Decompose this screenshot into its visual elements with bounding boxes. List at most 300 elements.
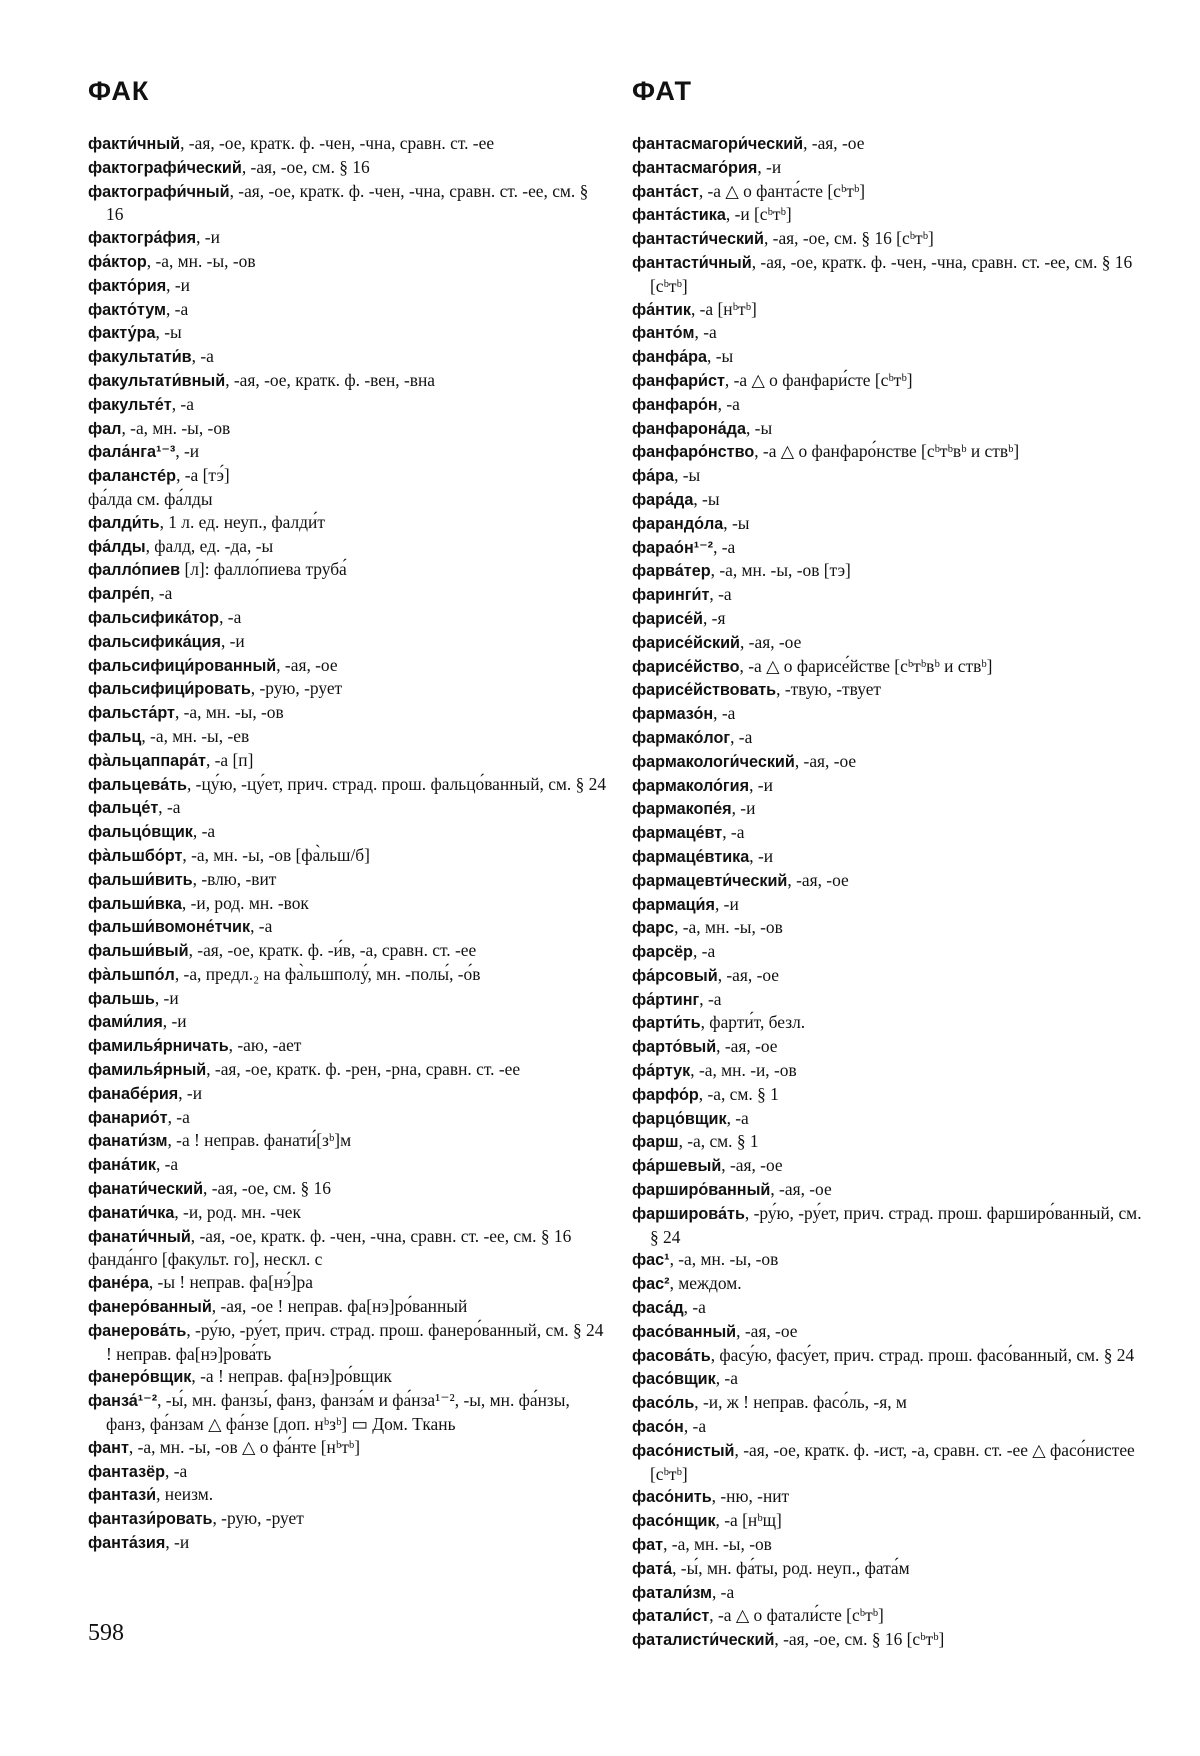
- entry-grammar: , -а: [250, 916, 273, 937]
- entry-headword: фаса́д: [632, 1299, 684, 1318]
- dictionary-entry: [88, 321, 610, 345]
- dictionary-entry: [632, 916, 1152, 940]
- dictionary-entry: [632, 559, 1152, 583]
- entry-grammar: , -и: [166, 274, 190, 295]
- entry-headword: фалло́пиев: [88, 561, 181, 580]
- entry-headword: фатали́ст: [632, 1607, 710, 1626]
- dictionary-entry: [632, 1533, 1152, 1557]
- entry-headword: фальсифици́рованный: [88, 656, 277, 675]
- entry-headword: фантази́ровать: [88, 1510, 213, 1529]
- entry-headword: фарцо́вщик: [632, 1109, 727, 1128]
- entry-headword: фанеро́вщик: [88, 1368, 192, 1387]
- entry-headword: фальши́вомоне́тчик: [88, 918, 251, 937]
- entry-grammar: , -и: [731, 798, 756, 819]
- dictionary-entry: [88, 939, 610, 963]
- entry-grammar: , -ая, -ое: [739, 631, 802, 652]
- entry-headword: фа̀льшпо́л: [88, 965, 175, 984]
- entry-headword: фарисе́йство: [632, 657, 740, 676]
- entry-grammar: , -ру́ю, -ру́ет, прич. страд. прош. фанеро́ванный, см. § 24 ! неправ. фа[нэ]рова́ть: [106, 1319, 604, 1364]
- entry-grammar: , -и [сᵇтᵇ]: [725, 204, 792, 225]
- entry-headword: фат: [632, 1536, 664, 1555]
- dictionary-entry: [632, 893, 1152, 917]
- entry-grammar: , -я: [702, 607, 726, 628]
- dictionary-entry: [88, 132, 610, 156]
- entry-grammar: , -а: [165, 1460, 188, 1481]
- dictionary-entry: [88, 654, 610, 678]
- entry-grammar: , -ы: [155, 322, 182, 343]
- entry-grammar: , -а △ о фанта́сте [сᵇтᵇ]: [698, 180, 866, 201]
- dictionary-entry: [88, 274, 610, 298]
- entry-grammar: , -ы́, мн. фанзы́, фанз, фанза́м и фа́нза¹⁻², -ы, мн. фа́нзы, фанз, фа́нзам △ фа́нзе [доп. нᵇзᵇ] ▭ Дом. Ткань: [106, 1390, 570, 1435]
- entry-headword: фантасмагори́ческий: [632, 135, 804, 153]
- dictionary-entry: [88, 250, 610, 274]
- dictionary-entry: [632, 132, 1152, 156]
- dictionary-entry: [632, 1581, 1152, 1605]
- entry-headword: фа́ртинг: [632, 990, 700, 1009]
- dictionary-entry: [632, 726, 1152, 750]
- entry-headword: фамилья́рничать: [88, 1037, 229, 1056]
- entry-headword: фарширо́ванный: [632, 1181, 771, 1200]
- dictionary-entry: [88, 582, 610, 606]
- entry-grammar: , -ая, -ое: [716, 1036, 778, 1057]
- entry-headword: фарисе́й: [632, 609, 703, 628]
- entry-headword: фанерова́ть: [88, 1321, 187, 1340]
- entry-grammar: , -и: [749, 845, 774, 866]
- entry-headword: фалди́ть: [88, 513, 160, 532]
- entry-grammar: , -а, мн. -ы, -ов [фа̀льш/б]: [182, 844, 370, 865]
- entry-grammar: , -а ! неправ. фа[нэ]ро́вщик: [191, 1366, 392, 1387]
- dictionary-entry: [632, 464, 1152, 488]
- dictionary-entry: [632, 869, 1152, 893]
- entry-headword: фарширова́ть: [632, 1204, 745, 1223]
- dictionary-entry: [88, 987, 610, 1011]
- entry-headword: фармаколо́гия: [632, 776, 750, 795]
- entry-grammar: , -ая, -ое: [803, 133, 865, 153]
- entry-headword: фасо́н: [632, 1418, 684, 1437]
- entry-headword: фанабе́рия: [88, 1084, 179, 1103]
- dictionary-entry: [632, 1367, 1152, 1391]
- dictionary-entry: [88, 1034, 610, 1058]
- dictionary-entry: [88, 1271, 610, 1295]
- dictionary-entry: [88, 417, 610, 441]
- dictionary-entry: [88, 1177, 610, 1201]
- entry-headword: фармакопе́я: [632, 800, 732, 819]
- entry-headword: фальцева́ть: [88, 775, 187, 794]
- dictionary-entry: [88, 1201, 610, 1225]
- entry-headword: фанза́¹⁻²: [88, 1392, 158, 1411]
- entry-grammar: , -а [нᵇщ]: [715, 1510, 782, 1531]
- entry-headword: фальста́рт: [88, 704, 175, 723]
- entry-headword: фарти́ть: [632, 1014, 701, 1033]
- dictionary-entry: [632, 298, 1152, 322]
- entry-grammar: , -а: [694, 322, 717, 343]
- entry-grammar: , -ая, -ое, кратк. ф. -вен, -вна: [225, 369, 435, 390]
- entry-grammar: , -а: [191, 346, 214, 367]
- dictionary-entry: [632, 1178, 1152, 1202]
- dictionary-entry: [88, 844, 610, 868]
- entry-headword: фармаце́втика: [632, 847, 750, 866]
- entry-grammar: , -а, см. § 1: [678, 1131, 759, 1152]
- entry-headword: фа́нтик: [632, 300, 691, 319]
- dictionary-entry: [88, 1082, 610, 1106]
- entry-grammar: , -а, мн. -ы, -ов: [174, 702, 284, 723]
- dictionary-entry: [632, 1485, 1152, 1509]
- entry-grammar: [факульт. го], нескл. с: [157, 1249, 323, 1270]
- dictionary-entry: [88, 369, 610, 393]
- dictionary-entry: [88, 1295, 610, 1319]
- dictionary-entry: [632, 1604, 1152, 1628]
- entry-headword: фасо́нить: [632, 1488, 712, 1507]
- dictionary-entry: [632, 940, 1152, 964]
- entry-headword: фанати́чка: [88, 1203, 175, 1222]
- dictionary-entry: [632, 488, 1152, 512]
- entry-headword: фармазо́н: [632, 705, 714, 724]
- dictionary-entry: [632, 1628, 1152, 1652]
- entry-grammar: , -а: [699, 988, 722, 1009]
- entry-headword: факти́чный: [88, 135, 181, 153]
- entry-headword: фальши́вить: [88, 870, 193, 889]
- dictionary-entry: [632, 655, 1152, 679]
- entry-grammar: , -а, мн. -ы, -ов: [669, 1249, 779, 1270]
- entry-grammar: , -ы: [745, 417, 773, 438]
- dictionary-entry: [632, 1248, 1152, 1272]
- entry-headword: фарсёр: [632, 943, 693, 962]
- dictionary-entry: [88, 868, 610, 892]
- entry-grammar: , -ая, -ое: [717, 964, 780, 985]
- dictionary-entry: [88, 1531, 610, 1555]
- entry-grammar: , -а: [713, 536, 736, 557]
- dictionary-entry: [632, 321, 1152, 345]
- dictionary-entry: [632, 156, 1152, 180]
- dictionary-entry: [88, 345, 610, 369]
- entry-grammar: , -и, род. мн. -вок: [181, 892, 309, 913]
- dictionary-entry: [632, 1509, 1152, 1533]
- dictionary-entry: [632, 1083, 1152, 1107]
- entry-grammar: , -а: [683, 1297, 706, 1318]
- entry-grammar: , -ру́ю, -ру́ет, прич. страд. прош. фарширо́ванный, см. § 24: [650, 1202, 1142, 1247]
- entry-headword: факультати́в: [88, 348, 192, 367]
- entry-headword: фанати́ческий: [88, 1180, 204, 1199]
- entry-grammar: , -ая, -ое: [787, 869, 849, 890]
- entry-grammar: , -а: [683, 1416, 707, 1437]
- entry-headword: фанта́зия: [88, 1534, 166, 1553]
- entry-grammar: , -аю, -ает: [228, 1035, 302, 1056]
- dictionary-entry: [632, 369, 1152, 393]
- dictionary-entry: [632, 1320, 1152, 1344]
- entry-headword: фарисе́йский: [632, 633, 740, 652]
- entry-headword: фата́: [632, 1559, 673, 1578]
- dictionary-entry: [88, 1106, 610, 1130]
- entry-grammar: , -ая, -ое, кратк. ф. -чен, -чна, сравн. ст. -ее, см. § 16: [106, 180, 589, 225]
- entry-grammar: , -а: [717, 393, 740, 414]
- dictionary-entry: [632, 393, 1152, 417]
- entry-grammar: , -влю, -вит: [192, 868, 277, 889]
- entry-headword: фане́ра: [88, 1274, 149, 1293]
- dictionary-entry: [632, 203, 1152, 227]
- entry-grammar: , -и, род. мн. -чек: [174, 1201, 301, 1222]
- entry-grammar: , междом.: [669, 1273, 742, 1294]
- entry-headword: фактографи́чный: [88, 182, 230, 201]
- entry-grammar: , -а: [192, 821, 216, 842]
- entry-grammar: , -ая, -ое: [736, 1320, 798, 1341]
- entry-grammar: , -а, мн. -ы, -ов: [663, 1534, 772, 1555]
- entry-grammar: , -а: [155, 1154, 179, 1175]
- entry-headword: фальши́вый: [88, 942, 189, 961]
- entry-headword: фальц: [88, 727, 142, 746]
- entry-grammar: , фалд, ед. -да, -ы: [145, 535, 274, 556]
- entry-headword: фа́ршевый: [632, 1157, 722, 1176]
- entry-grammar: , -ая, -ое, кратк. ф. -ист, -а, сравн. ст. -ее △ фасо́нистее [сᵇтᵇ]: [650, 1439, 1135, 1484]
- dictionary-entry: [632, 845, 1152, 869]
- dictionary-entry: [632, 821, 1152, 845]
- entry-headword: фальши́вка: [88, 894, 182, 913]
- dictionary-entry: [632, 536, 1152, 560]
- dictionary-entry: [632, 417, 1152, 441]
- entry-grammar: , -ая, -ое: [770, 1179, 832, 1200]
- right-column: [632, 132, 1152, 1652]
- entry-grammar: , -ы: [723, 512, 750, 533]
- entry-grammar: , -ая, -ое: [794, 750, 857, 771]
- dictionary-entry: [632, 345, 1152, 369]
- entry-grammar: , -а, мн. -ы, -ов: [146, 250, 256, 271]
- entry-grammar: , -а: [150, 583, 173, 604]
- entry-headword: фара́да: [632, 490, 694, 509]
- entry-headword: фаринги́т: [632, 586, 710, 605]
- dictionary-entry: [88, 915, 610, 939]
- entry-grammar: , -ая, -ое ! неправ. фа[нэ]ро́ванный: [211, 1296, 468, 1317]
- entry-grammar: , -а △ о фарисе́йстве [сᵇтᵇвᵇ и ствᵇ]: [739, 655, 993, 676]
- dictionary-entry: [88, 1507, 610, 1531]
- dictionary-entry: [88, 630, 610, 654]
- entry-grammar: , -и: [757, 156, 782, 177]
- entry-headword: фасо́нщик: [632, 1512, 716, 1531]
- entry-grammar: , -а: [165, 298, 189, 319]
- entry-grammar: , -ая, -ое, кратк. ф. -чен, -чна, сравн. ст. -ее: [180, 133, 495, 153]
- entry-headword: фа́рсовый: [632, 966, 718, 985]
- dictionary-entry: [632, 1296, 1152, 1320]
- running-header-left: ФАК: [88, 76, 150, 106]
- dictionary-entry: [88, 226, 610, 250]
- entry-grammar: , -а ! неправ. фанати́[зᵇ]м: [167, 1130, 352, 1151]
- entry-grammar: , -а: [171, 393, 194, 414]
- entry-grammar: , -а, мн. -и, -ов: [690, 1060, 797, 1081]
- dictionary-entry: [88, 701, 610, 725]
- entry-grammar: , -ая, -ое, см. § 16: [203, 1178, 331, 1199]
- entry-headword: фанфаро́н: [632, 395, 718, 414]
- entry-grammar: см. фа́лды: [132, 488, 213, 509]
- entry-grammar: , -а, мн. -ы, -ов △ о фа́нте [нᵇтᵇ]: [128, 1436, 360, 1457]
- entry-grammar: , -а: [722, 822, 745, 843]
- entry-headword: фальсифика́тор: [88, 608, 220, 627]
- entry-grammar: , -ая, -ое: [721, 1155, 783, 1176]
- entry-grammar: , -ы́, мн. фа́ты, род. неуп., фата́м: [672, 1557, 910, 1578]
- dictionary-entry: [632, 774, 1152, 798]
- dictionary-entry: [88, 1436, 610, 1460]
- dictionary-entry: [88, 1058, 610, 1082]
- entry-headword: факту́ра: [88, 324, 156, 343]
- entry-grammar: , -а: [730, 726, 753, 747]
- entry-grammar: , -рую, -рует: [212, 1508, 304, 1529]
- entry-headword: фактогра́фия: [88, 229, 197, 248]
- entry-grammar: , -а, мн. -ы, -ов [тэ]: [710, 560, 851, 581]
- dictionary-entry: [88, 488, 610, 511]
- page-number: 598: [88, 1620, 124, 1646]
- dictionary-entry: [632, 797, 1152, 821]
- entry-grammar: , -а: [219, 606, 242, 627]
- dictionary-entry: [632, 227, 1152, 251]
- dictionary-entry: [88, 820, 610, 844]
- entry-headword: фальсифици́ровать: [88, 680, 251, 699]
- dictionary-entry: [88, 440, 610, 464]
- entry-grammar: , -а: [692, 941, 716, 962]
- entry-grammar: , 1 л. ед. неуп., фалди́т: [159, 511, 325, 532]
- entry-headword: фал: [88, 419, 122, 438]
- entry-headword: фанфа́ра: [632, 348, 708, 367]
- entry-grammar: [л]: фалло́пиева труба́: [180, 559, 347, 580]
- dictionary-entry: [632, 1391, 1152, 1415]
- entry-headword: фармаци́я: [632, 895, 715, 914]
- dictionary-entry: [88, 511, 610, 535]
- dictionary-entry: [632, 1035, 1152, 1059]
- entry-grammar: , -и: [165, 1532, 190, 1553]
- dictionary-entry: [632, 1272, 1152, 1296]
- entry-grammar: , -а △ о фанфаро́нстве [сᵇтᵇвᵇ и ствᵇ]: [754, 441, 1020, 462]
- dictionary-entry: [88, 1010, 610, 1034]
- entry-grammar: , -а, мн. -ы, -ов: [674, 917, 783, 938]
- entry-headword: фа̀льцаппара́т: [88, 751, 206, 770]
- entry-headword: фармаце́вт: [632, 824, 723, 843]
- entry-grammar: , -и: [749, 774, 773, 795]
- dictionary-entry: [632, 180, 1152, 204]
- entry-headword: факто́рия: [88, 276, 167, 295]
- entry-grammar: , -а: [713, 703, 736, 724]
- entry-headword: фанда́нго: [88, 1249, 158, 1270]
- dictionary-entry: [632, 1415, 1152, 1439]
- entry-grammar: , -и: [162, 1011, 187, 1032]
- entry-headword: фармако́лог: [632, 728, 731, 747]
- entry-headword: фасо́вщик: [632, 1370, 716, 1389]
- entry-grammar: , -и: [175, 441, 200, 462]
- entry-headword: фальцо́вщик: [88, 823, 193, 842]
- entry-headword: факультати́вный: [88, 371, 226, 390]
- entry-headword: фа́ра: [632, 467, 675, 486]
- entry-headword: фантасти́чный: [632, 253, 752, 272]
- dictionary-entry: [88, 1365, 610, 1389]
- entry-headword: фарс: [632, 919, 675, 938]
- dictionary-entry: [88, 558, 610, 582]
- dictionary-entry: [632, 750, 1152, 774]
- entry-headword: фарфо́р: [632, 1085, 699, 1104]
- entry-headword: фанфаро́нство: [632, 443, 755, 462]
- entry-grammar: , -и: [154, 987, 179, 1008]
- entry-headword: фарва́тер: [632, 562, 711, 581]
- entry-grammar: , -а, см. § 1: [698, 1083, 779, 1104]
- entry-headword: фальце́т: [88, 799, 159, 818]
- dictionary-entry: [632, 512, 1152, 536]
- entry-grammar: , -ая, -ое, кратк. ф. -чен, -чна, сравн. ст. -ее, см. § 16 [сᵇтᵇ]: [650, 251, 1133, 296]
- dictionary-entry: [88, 1483, 610, 1507]
- entry-headword: фактографи́ческий: [88, 158, 242, 177]
- dictionary-entry: [632, 1107, 1152, 1131]
- entry-grammar: , -твую, -твует: [776, 679, 882, 700]
- entry-headword: фа́ктор: [88, 252, 147, 271]
- entry-headword: фанарио́т: [88, 1108, 168, 1127]
- entry-grammar: , -ая, -ое, кратк. ф. -рен, -рна, сравн. ст. -ее: [206, 1059, 521, 1080]
- entry-grammar: , -ы ! неправ. фа[нэ́]ра: [148, 1272, 313, 1293]
- entry-headword: фала́нга¹⁻³: [88, 443, 176, 462]
- dictionary-entry: [88, 1129, 610, 1153]
- entry-headword: факто́тум: [88, 300, 166, 319]
- entry-headword: фалре́п: [88, 585, 151, 604]
- dictionary-entry: [88, 796, 610, 820]
- entry-grammar: , -цу́ю, -цу́ет, прич. страд. прош. фальцо́ванный, см. § 24: [186, 773, 607, 794]
- entry-grammar: , -и: [196, 227, 220, 248]
- entry-headword: фантасти́ческий: [632, 230, 764, 249]
- dictionary-entry: [632, 1557, 1152, 1581]
- entry-grammar: , -а: [167, 1106, 190, 1127]
- entry-headword: фантасмаго́рия: [632, 158, 758, 177]
- entry-headword: фатали́зм: [632, 1583, 712, 1602]
- dictionary-entry: [88, 1248, 610, 1271]
- entry-grammar: , -ая, -ое, см. § 16 [сᵇтᵇ]: [763, 228, 934, 249]
- dictionary-entry: [88, 156, 610, 180]
- dictionary-entry: [88, 677, 610, 701]
- dictionary-entry: [88, 725, 610, 749]
- dictionary-entry: [88, 393, 610, 417]
- entry-grammar: , -а [нᵇтᵇ]: [690, 298, 757, 319]
- entry-headword: фанеро́ванный: [88, 1298, 212, 1317]
- entry-headword: фантази́: [88, 1486, 157, 1505]
- dictionary-entry: [632, 1439, 1152, 1486]
- entry-headword: фасо́ванный: [632, 1322, 737, 1341]
- entry-grammar: , -ню, -нит: [711, 1486, 790, 1507]
- running-header-right: ФАТ: [632, 76, 693, 106]
- entry-headword: фасо́нистый: [632, 1441, 735, 1460]
- entry-headword: фальсифика́ция: [88, 632, 221, 651]
- entry-grammar: , -ая, -ое: [276, 654, 338, 675]
- dictionary-entry: [88, 1319, 610, 1366]
- dictionary-entry: [88, 892, 610, 916]
- entry-headword: фарш: [632, 1133, 679, 1152]
- entry-grammar: , -рую, -рует: [250, 678, 343, 699]
- dictionary-entry: [88, 180, 610, 227]
- dictionary-entry: [632, 251, 1152, 298]
- entry-grammar: , -ая, -ое, кратк. ф. -чен, -чна, сравн. ст. -ее, см. § 16: [190, 1225, 572, 1246]
- dictionary-entry: [88, 1225, 610, 1249]
- entry-grammar: , -а, мн. -ы, -ов: [121, 417, 231, 438]
- entry-grammar: , -а, мн. -ы, -ев: [141, 725, 250, 746]
- entry-headword: фарандо́ла: [632, 514, 724, 533]
- entry-headword: фант: [88, 1438, 129, 1457]
- dictionary-entry: [88, 535, 610, 559]
- entry-headword: фана́тик: [88, 1156, 156, 1175]
- entry-grammar: , -ы: [693, 488, 720, 509]
- dictionary-entry: [88, 773, 610, 797]
- entry-grammar: , -а, предл.₂ на фа̀льшполу́, мн. -полы́, -о́в: [174, 963, 481, 984]
- entry-grammar: , -ая, -ое, см. § 16: [241, 156, 370, 177]
- entry-headword: фа́лды: [88, 537, 146, 556]
- dictionary-entry: [632, 678, 1152, 702]
- dictionary-entry: [632, 702, 1152, 726]
- dictionary-entry: [88, 298, 610, 322]
- dictionary-entry: [632, 1011, 1152, 1035]
- entry-headword: фа́лда: [88, 488, 133, 509]
- dictionary-entry: [632, 1344, 1152, 1368]
- entry-grammar: , -а △ о фатали́сте [сᵇтᵇ]: [709, 1605, 884, 1626]
- entry-grammar: , -а: [711, 1581, 735, 1602]
- entry-grammar: , -а: [158, 797, 181, 818]
- entry-grammar: , -и: [714, 893, 739, 914]
